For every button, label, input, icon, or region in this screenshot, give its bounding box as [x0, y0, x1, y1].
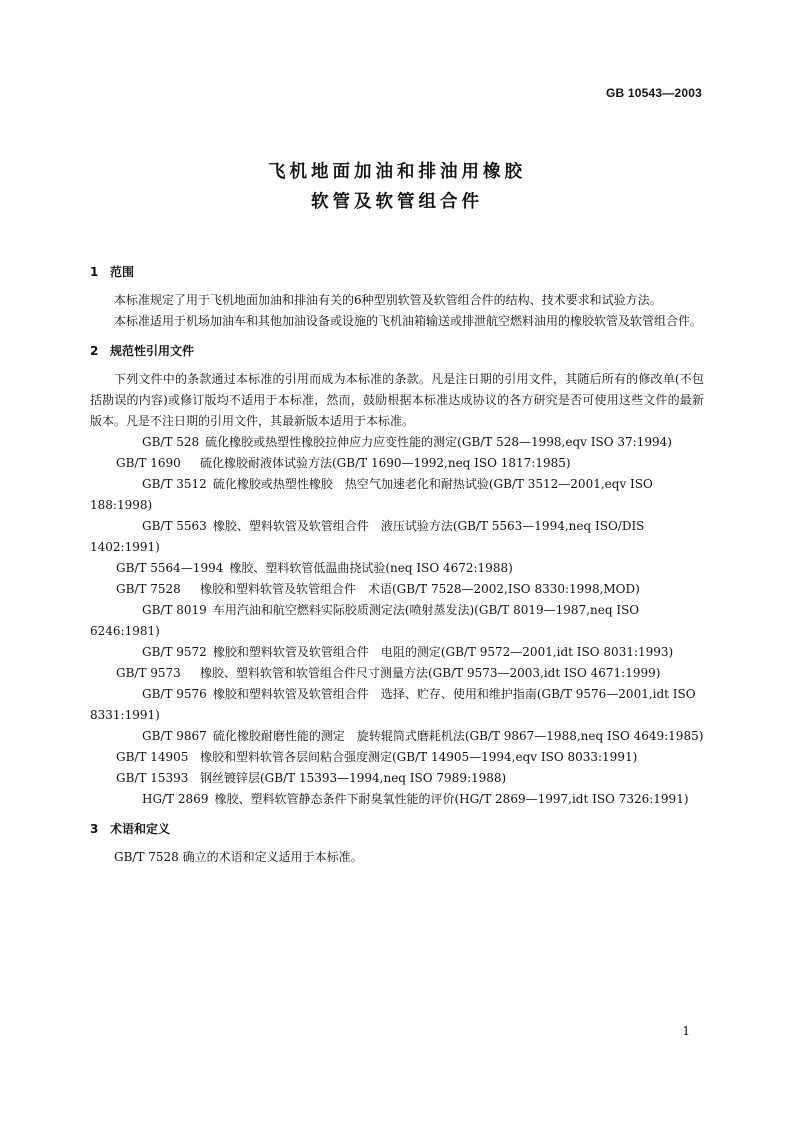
document-body — [90, 262, 704, 868]
paragraph: GB/T 7528 确立的术语和定义适用于本标准。 — [114, 850, 363, 864]
reference-code: GB/T 15393 — [116, 771, 189, 785]
reference-code: GB/T 8019 — [142, 603, 207, 617]
page-number: 1 — [682, 1024, 690, 1038]
reference-code: HG/T 2869 — [142, 792, 209, 806]
section-heading-scope — [90, 262, 704, 283]
reference-item — [90, 768, 704, 789]
reference-item — [90, 726, 704, 747]
reference-text: 橡胶和塑料软管及软管组合件 电阻的测定(GB/T 9572—2001,idt ISO 8031:1993) — [212, 645, 674, 659]
reference-text: 硫化橡胶耐液体试验方法(GB/T 1690—1992,neq ISO 1817:1985) — [200, 456, 571, 470]
reference-text: 橡胶、塑料软管静态条件下耐臭氧性能的评价(HG/T 2869—1997,idt ISO 7326:1991) — [214, 792, 689, 806]
reference-item — [90, 432, 704, 453]
reference-code: GB/T 5564—1994 — [116, 561, 224, 575]
reference-text: 硫化橡胶耐磨性能的测定 旋转辊筒式磨耗机法(GB/T 9867—1988,neq ISO 4649:1985) — [212, 729, 704, 743]
reference-item — [90, 558, 704, 579]
reference-code: GB/T 5563 — [142, 519, 207, 533]
reference-item — [90, 516, 704, 558]
standard-number: GB 10543—2003 — [606, 86, 702, 100]
reference-code: GB/T 9573 — [116, 666, 181, 680]
reference-item — [90, 747, 704, 768]
reference-text: 橡胶和塑料软管及软管组合件 选择、贮存、使用和维护指南(GB/T 9576—2001,idt ISO 8331:1991) — [90, 687, 696, 722]
reference-text: 橡胶、塑料软管低温曲挠试验(neq ISO 4672:1988) — [229, 561, 513, 575]
paragraph: 下列文件中的条款通过本标准的引用而成为本标准的条款。凡是注日期的引用文件，其随后所有的修改单(不包括勘误的内容)或修订版均不适用于本标准，然而，鼓励根据本标准达成协议的各方研究是否可使用这些文件的最新版本。凡是不注日期的引用文件，其最新版本适用于本标准。 — [90, 372, 704, 428]
document-title-line-2: 软管及软管组合件 — [311, 192, 483, 212]
section-title: 术语和定义 — [110, 822, 171, 836]
reference-code: GB/T 1690 — [116, 456, 181, 470]
reference-item — [90, 600, 704, 642]
section-title: 规范性引用文件 — [110, 344, 195, 358]
reference-code: GB/T 9572 — [142, 645, 207, 659]
reference-text: 钢丝镀锌层(GB/T 15393—1994,neq ISO 7989:1988) — [200, 771, 507, 785]
reference-item — [90, 663, 704, 684]
reference-code: GB/T 3512 — [142, 477, 207, 491]
reference-code: GB/T 9576 — [142, 687, 207, 701]
reference-code: GB/T 528 — [142, 435, 200, 449]
section-number: 2 — [90, 344, 99, 358]
section-title: 范围 — [110, 265, 135, 279]
document-title-line-1: 飞机地面加油和排油用橡胶 — [268, 162, 526, 182]
reference-text: 硫化橡胶或热塑性橡胶 热空气加速老化和耐热试验(GB/T 3512—2001,eqv ISO 188:1998) — [90, 477, 653, 512]
reference-text: 橡胶、塑料软管及软管组合件 液压试验方法(GB/T 5563—1994,neq ISO/DIS 1402:1991) — [90, 519, 645, 554]
reference-text: 橡胶、塑料软管和软管组合件尺寸测量方法(GB/T 9573—2003,idt ISO 4671:1999) — [200, 666, 661, 680]
reference-code: GB/T 7528 — [116, 582, 181, 596]
section-heading-terms-and-definitions — [90, 819, 704, 840]
reference-code: GB/T 14905 — [116, 750, 189, 764]
reference-item — [90, 684, 704, 726]
reference-text: 橡胶和塑料软管各层间粘合强度测定(GB/T 14905—1994,eqv ISO 8033:1991) — [200, 750, 638, 764]
reference-text: 硫化橡胶或热塑性橡胶拉伸应力应变性能的测定(GB/T 528—1998,eqv ISO 37:1994) — [205, 435, 672, 449]
reference-code: GB/T 9867 — [142, 729, 207, 743]
reference-item — [90, 453, 704, 474]
reference-item — [90, 642, 704, 663]
reference-item — [90, 789, 704, 810]
reference-item — [90, 579, 704, 600]
reference-item — [90, 474, 704, 516]
section-number: 1 — [90, 265, 99, 279]
paragraph: 本标准适用于机场加油车和其他加油设备或设施的飞机油箱输送或排泄航空燃料油用的橡胶软管及软管组合件。 — [114, 314, 703, 328]
section-number: 3 — [90, 822, 99, 836]
paragraph: 本标准规定了用于飞机地面加油和排油有关的6种型别软管及软管组合件的结构、技术要求和试验方法。 — [114, 293, 662, 307]
reference-text: 车用汽油和航空燃料实际胶质测定法(喷射蒸发法)(GB/T 8019—1987,neq ISO 6246:1981) — [90, 603, 640, 638]
reference-text: 橡胶和塑料软管及软管组合件 术语(GB/T 7528—2002,ISO 8330:1998,MOD) — [200, 582, 640, 596]
section-heading-normative-references — [90, 341, 704, 362]
